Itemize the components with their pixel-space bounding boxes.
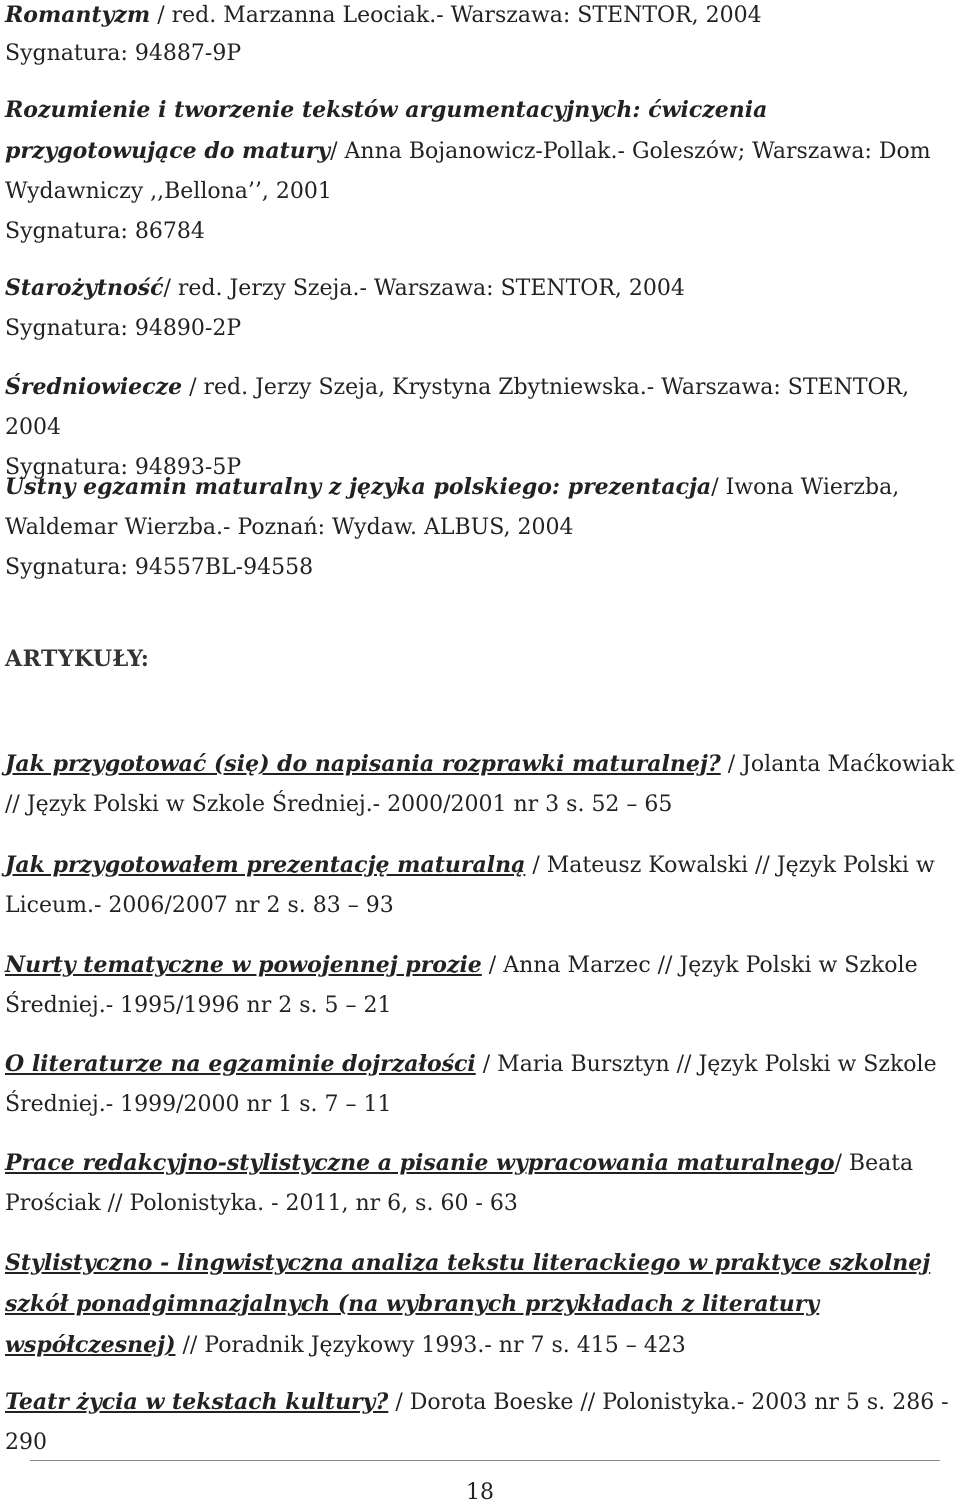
book-title: Rozumienie i tworzenie tekstów argumentacyjnych: ćwiczenia przygotowujące do matury — [5, 97, 768, 164]
book-sygnatura: Sygnatura: 94557BL-94558 — [5, 555, 314, 580]
article-title: Jak przygotować (się) do napisania rozprawki maturalnej? — [5, 751, 721, 777]
article-title: O literaturze na egzaminie dojrzałości — [5, 1051, 476, 1077]
book-details: / Anna Bojanowicz-Pollak.- Goleszów; Warszawa: Dom Wydawniczy ,,Bellona’’, 2001 — [5, 139, 931, 204]
article-title: Stylistyczno - lingwistyczna analiza tekstu literackiego w praktyce szkolnej szkół ponadgimnazjalnych (na wybranych przykładach z literatury współczesnej) — [5, 1250, 931, 1358]
book-details: / Iwona Wierzba, Waldemar Wierzba.- Poznań: Wydaw. ALBUS, 2004 — [5, 475, 900, 540]
article-entry — [5, 1143, 955, 1224]
book-entry — [5, 90, 955, 252]
book-title: Romantyzm — [5, 2, 151, 28]
article-details: / Dorota Boeske // Polonistyka.- 2003 nr 5 s. 286 - 290 — [5, 1390, 949, 1455]
article-title: Nurty tematyczne w powojennej prozie — [5, 952, 482, 978]
page-number: 18 — [466, 1480, 494, 1505]
article-entry — [5, 845, 955, 926]
article-details: / Jolanta Maćkowiak // Język Polski w Szkole Średniej.- 2000/2001 nr 3 s. 52 – 65 — [5, 752, 955, 817]
book-sygnatura: Sygnatura: 94890-2P — [5, 316, 242, 341]
article-entry — [5, 1382, 955, 1463]
book-details: / red. Jerzy Szeja.- Warszawa: STENTOR, 2004 — [163, 276, 685, 301]
book-title: Średniowiecze — [5, 374, 183, 400]
article-entry — [5, 744, 955, 825]
book-entry — [5, 467, 955, 588]
book-title: Starożytność — [5, 275, 164, 301]
book-sygnatura: Sygnatura: 94893-5P — [5, 455, 242, 480]
article-details: / Beata Prościak // Polonistyka. - 2011, nr 6, s. 60 - 63 — [5, 1151, 914, 1216]
book-sygnatura: Sygnatura: 94887-9P — [5, 41, 242, 66]
article-details: // Poradnik Językowy 1993.- nr 7 s. 415 – 423 — [175, 1333, 686, 1358]
article-entry — [5, 1044, 955, 1125]
book-details: / red. Jerzy Szeja, Krystyna Zbytniewska.- Warszawa: STENTOR, 2004 — [5, 375, 910, 440]
article-details: / Maria Bursztyn // Język Polski w Szkole Średniej.- 1999/2000 nr 1 s. 7 – 11 — [5, 1052, 937, 1117]
book-entry — [5, 0, 955, 73]
section-heading: ARTYKUŁY: — [5, 646, 150, 672]
article-entry — [5, 1243, 955, 1366]
book-entry — [5, 268, 955, 349]
article-entry — [5, 945, 955, 1026]
footer-divider — [30, 1460, 940, 1461]
article-details: / Mateusz Kowalski // Język Polski w Liceum.- 2006/2007 nr 2 s. 83 – 93 — [5, 853, 935, 918]
article-details: / Anna Marzec // Język Polski w Szkole Średniej.- 1995/1996 nr 2 s. 5 – 21 — [5, 953, 918, 1018]
book-title: Ustny egzamin maturalny z języka polskiego: prezentacja — [5, 474, 712, 500]
book-sygnatura: Sygnatura: 86784 — [5, 219, 205, 244]
article-title: Teatr życia w tekstach kultury? — [5, 1389, 389, 1415]
article-title: Jak przygotowałem prezentację maturalną — [5, 852, 526, 878]
book-details: / red. Marzanna Leociak.- Warszawa: STENTOR, 2004 — [150, 3, 762, 28]
article-title: Prace redakcyjno-stylistyczne a pisanie wypracowania maturalnego — [5, 1150, 835, 1176]
